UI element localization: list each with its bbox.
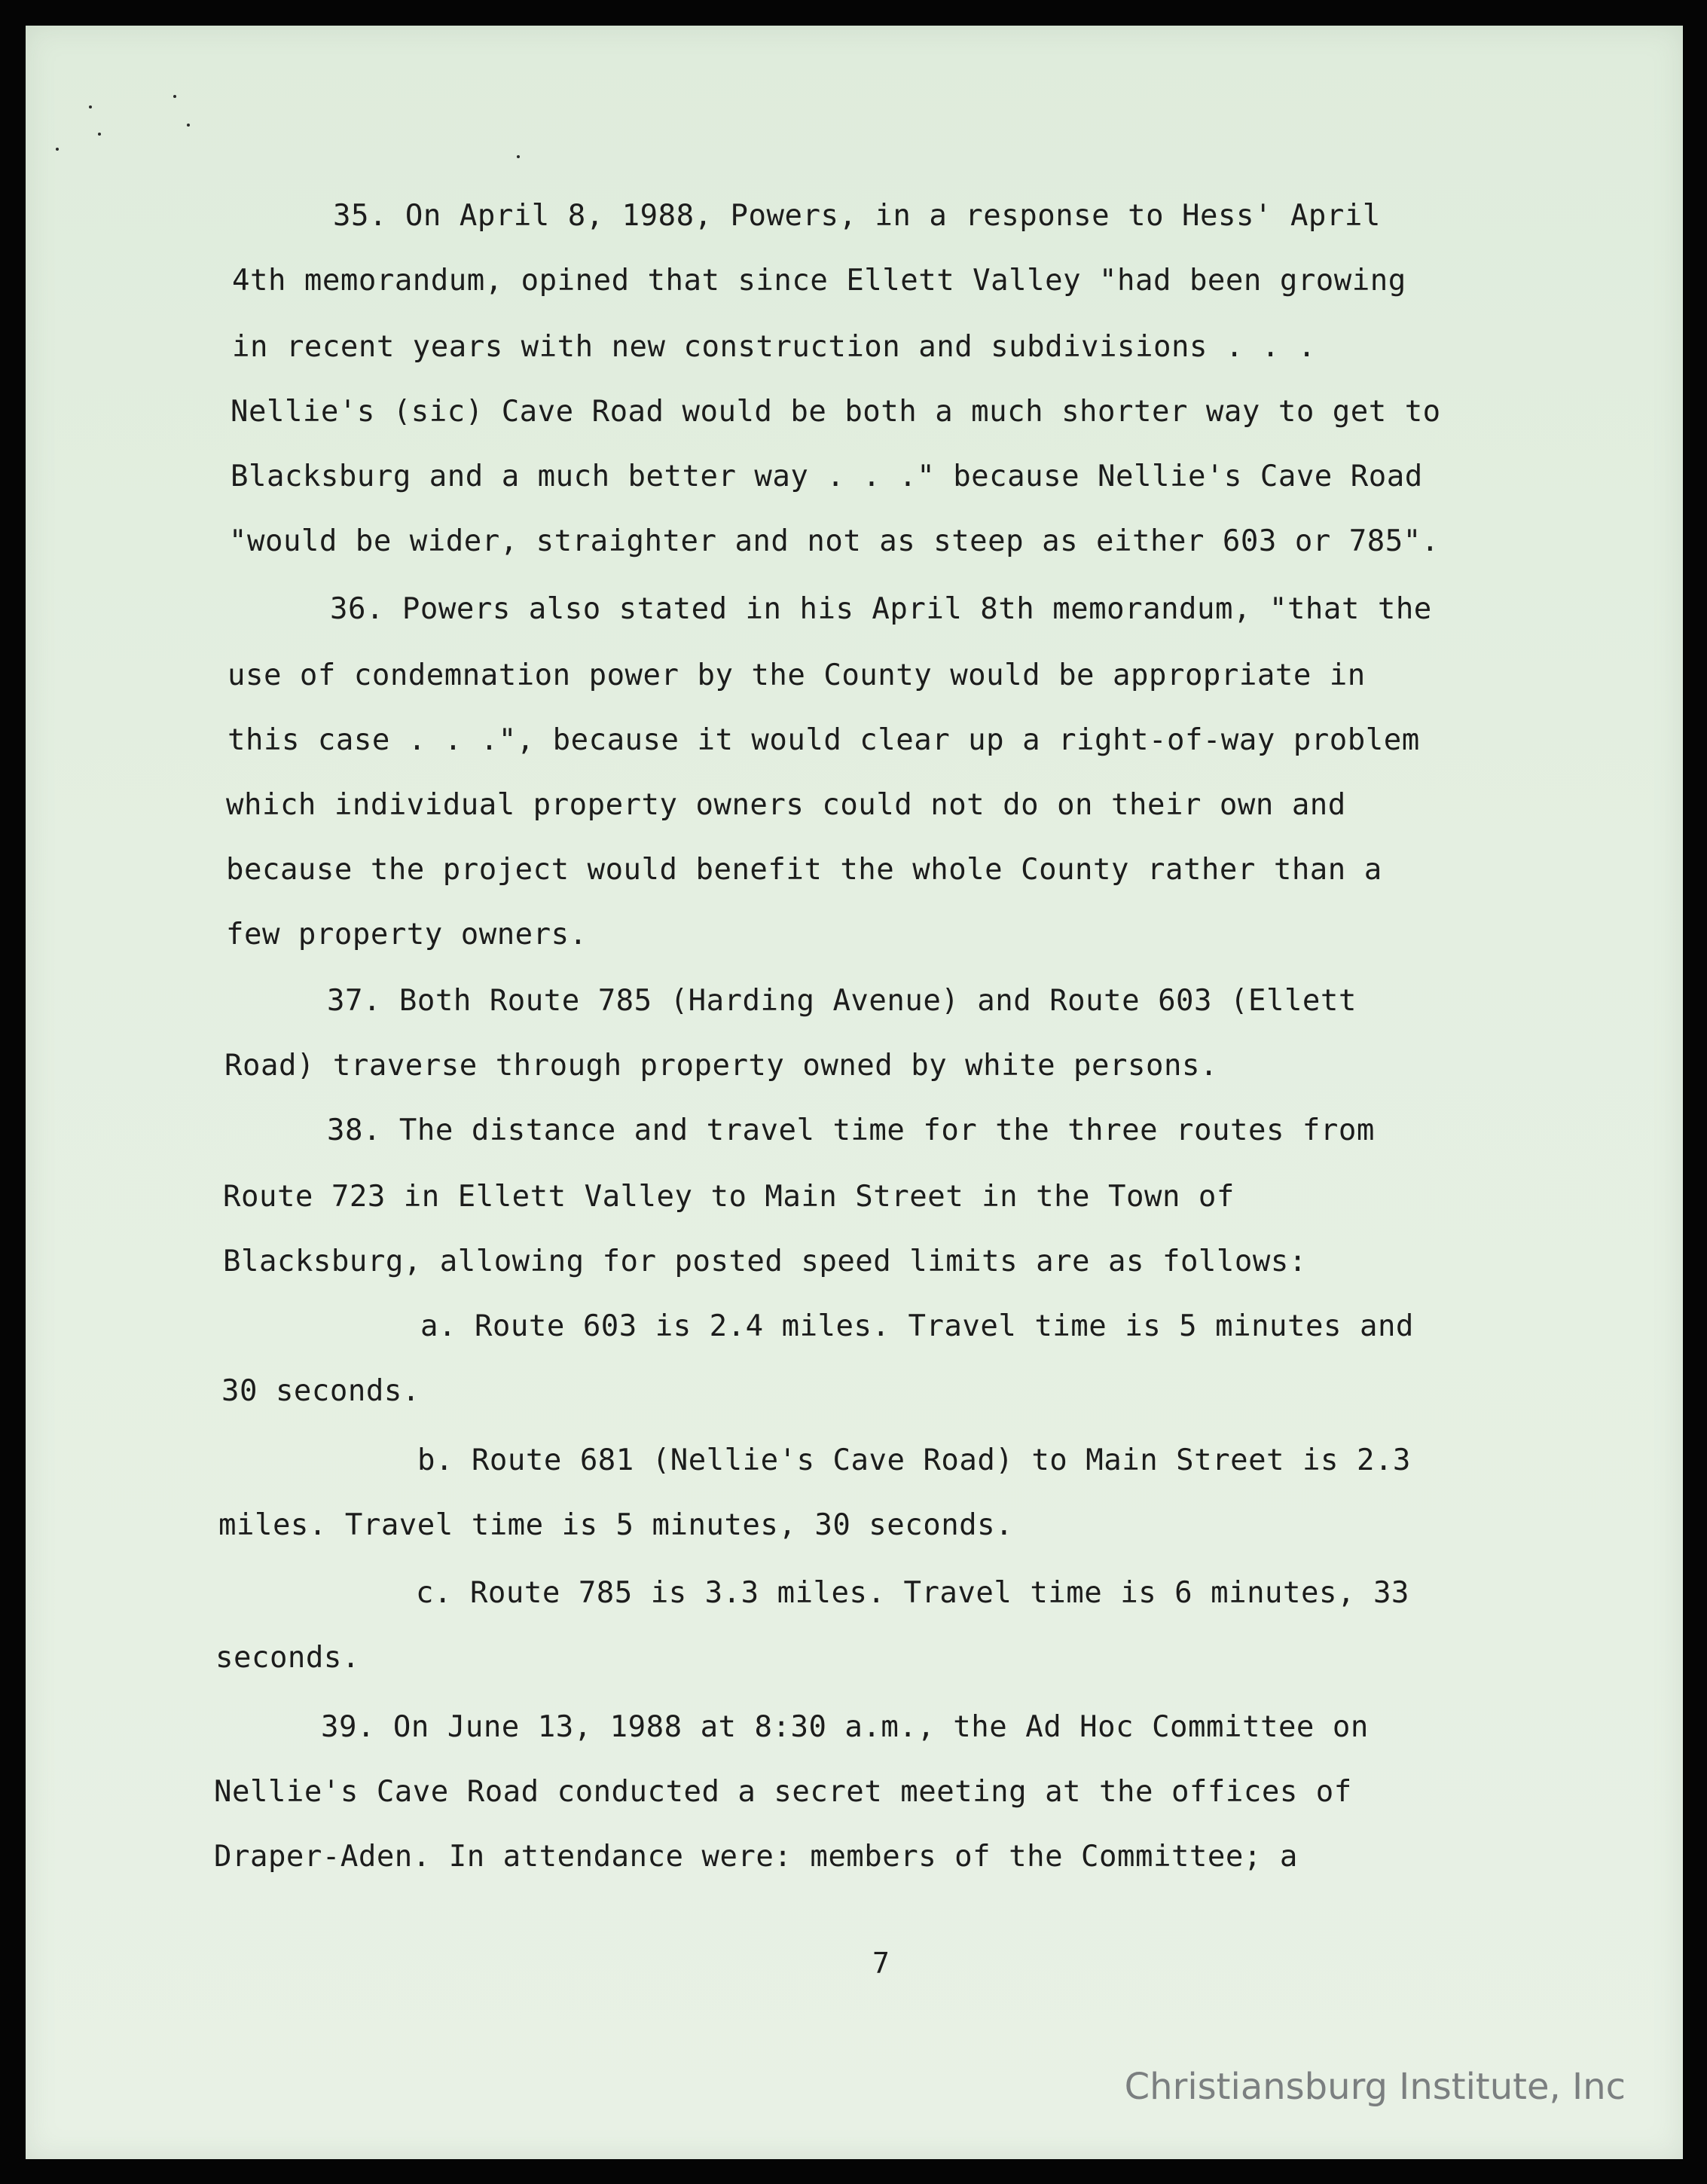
text-line: in recent years with new construction and subdivisions . . . bbox=[232, 330, 1316, 364]
text-line: Blacksburg and a much better way . . ." because Nellie's Cave Road bbox=[231, 460, 1423, 493]
text-line: seconds. bbox=[215, 1641, 360, 1675]
speck bbox=[56, 148, 59, 151]
text-line: 39. On June 13, 1988 at 8:30 a.m., the Ad Hoc Committee on bbox=[321, 1710, 1369, 1744]
speck bbox=[89, 105, 92, 108]
watermark-text: Christiansburg Institute, Inc bbox=[1124, 2066, 1626, 2108]
text-line: a. Route 603 is 2.4 miles. Travel time is 5 minutes and bbox=[420, 1309, 1414, 1343]
text-line: Route 723 in Ellett Valley to Main Street in the Town of bbox=[223, 1180, 1235, 1214]
speck bbox=[517, 155, 520, 158]
text-line: which individual property owners could not do on their own and bbox=[226, 788, 1346, 822]
text-line: 35. On April 8, 1988, Powers, in a response to Hess' April bbox=[333, 199, 1381, 233]
text-line: 37. Both Route 785 (Harding Avenue) and Route 603 (Ellett bbox=[327, 984, 1357, 1018]
text-line: Blacksburg, allowing for posted speed limits are as follows: bbox=[223, 1245, 1307, 1278]
speck bbox=[173, 95, 176, 98]
text-line: c. Route 785 is 3.3 miles. Travel time is 6 minutes, 33 bbox=[416, 1576, 1409, 1610]
text-line: this case . . .", because it would clear up a right-of-way problem bbox=[227, 723, 1420, 757]
text-line: 38. The distance and travel time for the three routes from bbox=[327, 1113, 1375, 1147]
document-page bbox=[26, 26, 1683, 2159]
text-line: Draper-Aden. In attendance were: members of the Committee; a bbox=[214, 1840, 1298, 1874]
text-line: 36. Powers also stated in his April 8th memorandum, "that the bbox=[330, 592, 1432, 626]
text-line: 30 seconds. bbox=[221, 1374, 420, 1408]
text-line: Nellie's (sic) Cave Road would be both a much shorter way to get to bbox=[231, 395, 1441, 429]
text-line: Road) traverse through property owned by white persons. bbox=[224, 1049, 1218, 1083]
text-line: 4th memorandum, opined that since Ellett Valley "had been growing bbox=[232, 264, 1406, 298]
text-line: Nellie's Cave Road conducted a secret meeting at the offices of bbox=[214, 1775, 1352, 1809]
text-line: miles. Travel time is 5 minutes, 30 seconds. bbox=[218, 1508, 1014, 1542]
text-line: "would be wider, straighter and not as steep as either 603 or 785". bbox=[229, 524, 1440, 558]
speck bbox=[98, 133, 101, 136]
text-line: b. Route 681 (Nellie's Cave Road) to Main Street is 2.3 bbox=[417, 1443, 1411, 1477]
text-line: use of condemnation power by the County would be appropriate in bbox=[227, 658, 1366, 692]
speck bbox=[187, 124, 190, 127]
page-number: 7 bbox=[872, 1947, 890, 1980]
text-line: because the project would benefit the whole County rather than a bbox=[226, 853, 1382, 887]
text-line: few property owners. bbox=[226, 918, 588, 951]
